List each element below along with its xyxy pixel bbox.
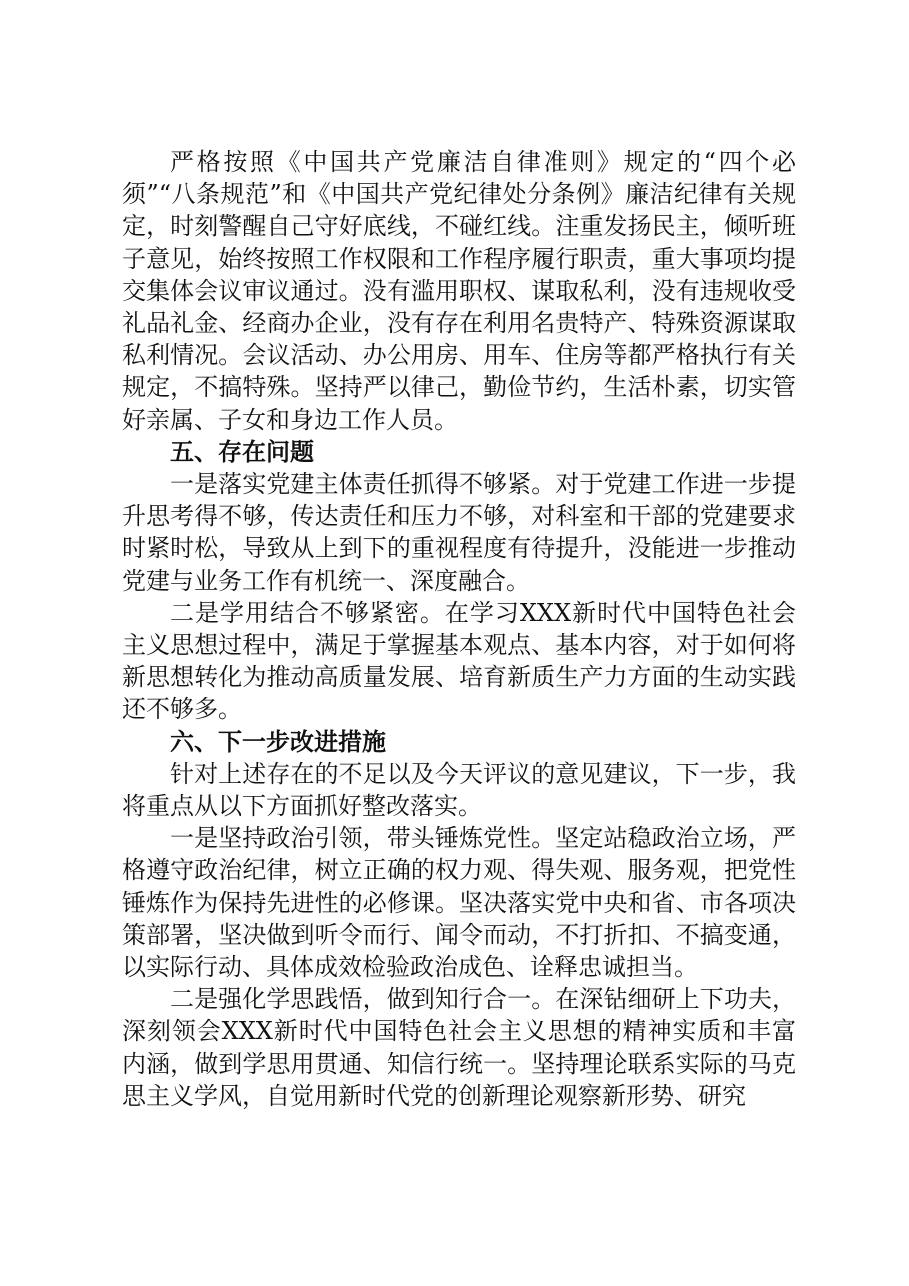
- paragraph-problem-two: 二是学用结合不够紧密。在学习XXX新时代中国特色社会主义思想过程中，满足于掌握基本观点、基本内容，对于如何将新思想转化为推动高质量发展、培育新质生产力方面的生动实践还不够多。: [122, 598, 796, 724]
- heading-existing-problems: 五、存在问题: [170, 437, 314, 466]
- heading-next-steps: 六、下一步改进措施: [170, 727, 386, 756]
- paragraph-integrity: 严格按照《中国共产党廉洁自律准则》规定的“四个必须”“八条规范”和《中国共产党纪律处分条例》廉洁纪律有关规定，时刻警醒自己守好底线，不碰红线。注重发扬民主，倾听班子意见，始终按照工作权限和工作程序履行职责，重大事项均提交集体会议审议通过。没有滥用职权、谋取私利，没有违规收受礼品礼金、经商办企业，没有存在利用名贵特产、特殊资源谋取私利情况。会议活动、办公用房、用车、住房等都严格执行有关规定，不搞特殊。坚持严以律己，勤俭节约，生活朴素，切实管好亲属、子女和身边工作人员。: [122, 148, 796, 434]
- paragraph-measure-one: 一是坚持政治引领，带头锤炼党性。坚定站稳政治立场，严格遵守政治纪律，树立正确的权力观、得失观、服务观，把党性锤炼作为保持先进性的必修课。坚决落实党中央和省、市各项决策部署，坚决做到听令而行、闻令而动，不打折扣、不搞变通，以实际行动、具体成效检验政治成色、诠释忠诚担当。: [122, 824, 796, 982]
- paragraph-measure-two: 二是强化学思践悟，做到知行合一。在深钻细研上下功夫，深刻领会XXX新时代中国特色社会主义思想的精神实质和丰富内涵，做到学思用贯通、知信行统一。坚持理论联系实际的马克思主义学风，自觉用新时代党的创新理论观察新形势、研究: [122, 985, 796, 1110]
- paragraph-next-steps-intro: 针对上述存在的不足以及今天评议的意见建议，下一步，我将重点从以下方面抓好整改落实。: [122, 759, 796, 821]
- paragraph-problem-one: 一是落实党建主体责任抓得不够紧。对于党建工作进一步提升思考得不够，传达责任和压力不够，对科室和干部的党建要求时紧时松，导致从上到下的重视程度有待提升，没能进一步推动党建与业务工作有机统一、深度融合。: [122, 470, 796, 595]
- document-body: [122, 146, 796, 1112]
